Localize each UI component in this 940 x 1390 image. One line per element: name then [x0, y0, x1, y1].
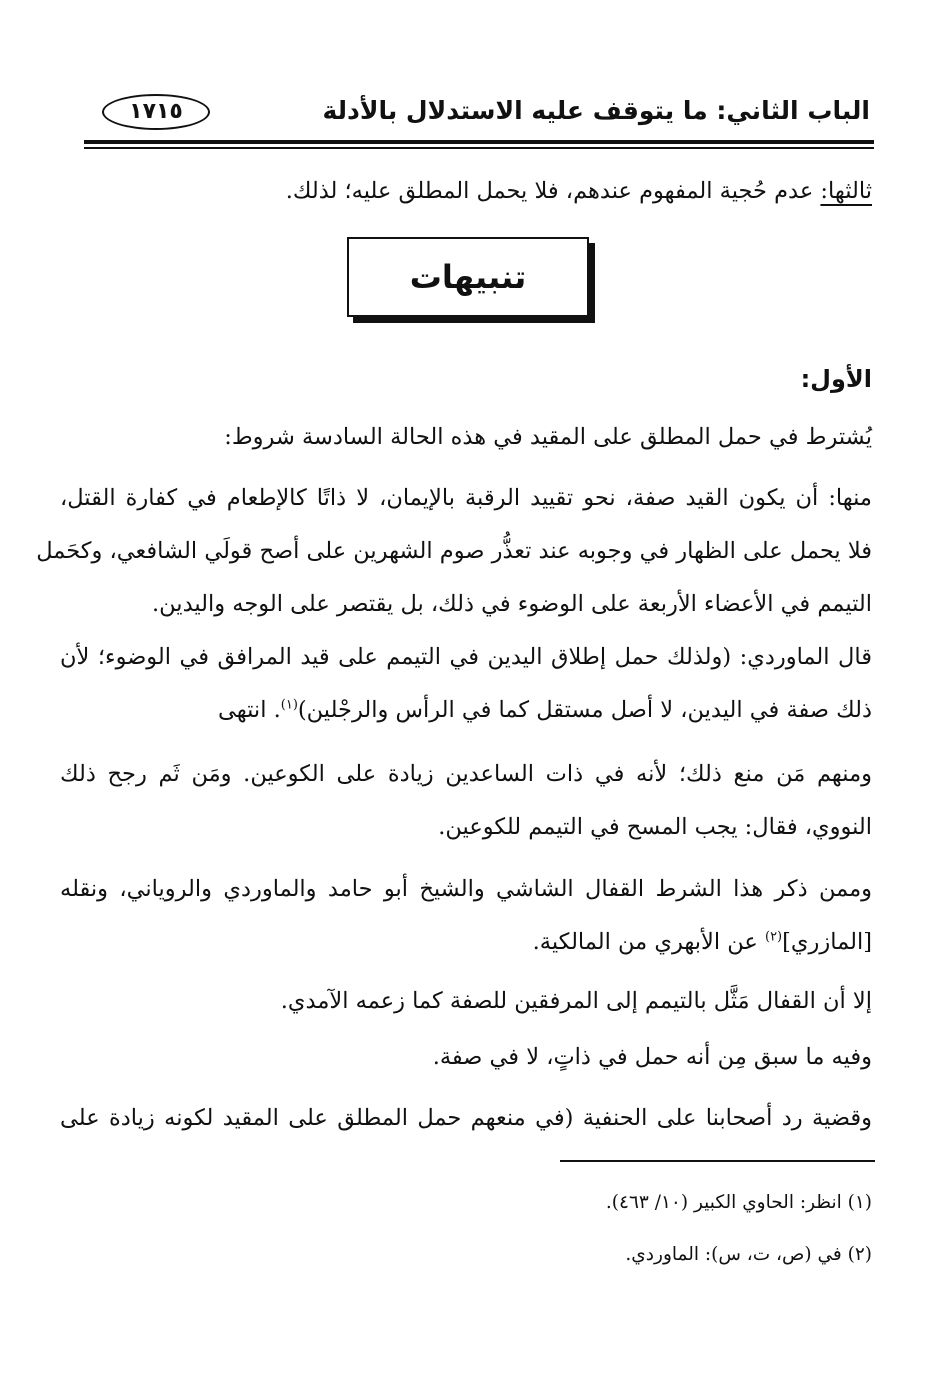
paragraph-line: إلا أن القفال مَثَّل بالتيمم إلى المرفقين للصفة كما زعمه الآمدي.	[280, 988, 872, 1014]
paragraph-line: يُشترط في حمل المطلق على المقيد في هذه الحالة السادسة شروط:	[224, 424, 872, 450]
line-text: [المازري]	[782, 929, 872, 955]
footnote: (٢) في (ص، ت، س): الماوردي.	[625, 1244, 872, 1265]
footnote-rule	[560, 1160, 875, 1162]
footnote: (١) انظر: الحاوي الكبير (١٠/ ٤٦٣).	[605, 1192, 872, 1213]
header-rule-thick	[84, 140, 874, 144]
paragraph-line	[60, 929, 872, 955]
paragraph-line: فلا يحمل على الظهار في وجوبه عند تعذُّر صوم الشهرين على أصح قولَي الشافعي، وكحَمل	[36, 538, 872, 564]
intro-line	[60, 178, 872, 204]
paragraph-line: منها: أن يكون القيد صفة، نحو تقييد الرقبة بالإيمان، لا ذاتًا كالإطعام في كفارة القتل،	[60, 485, 872, 511]
paragraph-line: التيمم في الأعضاء الأربعة على الوضوء في ذلك، بل يقتصر على الوجه واليدين.	[152, 591, 872, 617]
footnote-ref: (١)	[280, 697, 298, 713]
paragraph-line: قال الماوردي: (ولذلك حمل إطلاق اليدين في التيمم على قيد المرافق في الوضوء؛ لأن	[60, 644, 872, 670]
paragraph-line: ومنهم مَن منع ذلك؛ لأنه في ذات الساعدين زيادة على الكوعين. ومَن ثَم رجح ذلك	[60, 761, 872, 787]
intro-text: عدم حُجية المفهوم عندهم، فلا يحمل المطلق عليه؛ لذلك.	[285, 178, 821, 204]
subheading: الأول:	[800, 365, 872, 393]
line-text: عن الأبهري من المالكية.	[532, 929, 765, 955]
footnote-ref: (٢)	[764, 929, 783, 945]
paragraph-line: وفيه ما سبق مِن أنه حمل في ذاتٍ، لا في صفة.	[432, 1044, 872, 1070]
running-title: الباب الثاني: ما يتوقف عليه الاستدلال بالأدلة	[322, 96, 870, 125]
running-header	[84, 94, 874, 138]
intro-lead-word: ثالثها:	[820, 178, 872, 204]
paragraph-line	[60, 697, 872, 723]
line-text: . انتهى	[218, 697, 281, 723]
page-number: ١٧١٥	[102, 94, 210, 130]
header-rule-thin	[84, 147, 874, 149]
paragraph-line: النووي، فقال: يجب المسح في التيمم للكوعين.	[438, 814, 872, 840]
paragraph-line: وممن ذكر هذا الشرط القفال الشاشي والشيخ أبو حامد والماوردي والروياني، ونقله	[60, 876, 872, 902]
section-title-box: تنبيهات	[347, 237, 589, 317]
paragraph-line: وقضية رد أصحابنا على الحنفية (في منعهم حمل المطلق على المقيد لكونه زيادة على	[60, 1105, 872, 1131]
line-text: ذلك صفة في اليدين، لا أصل مستقل كما في الرأس والرجْلين)	[297, 697, 872, 723]
